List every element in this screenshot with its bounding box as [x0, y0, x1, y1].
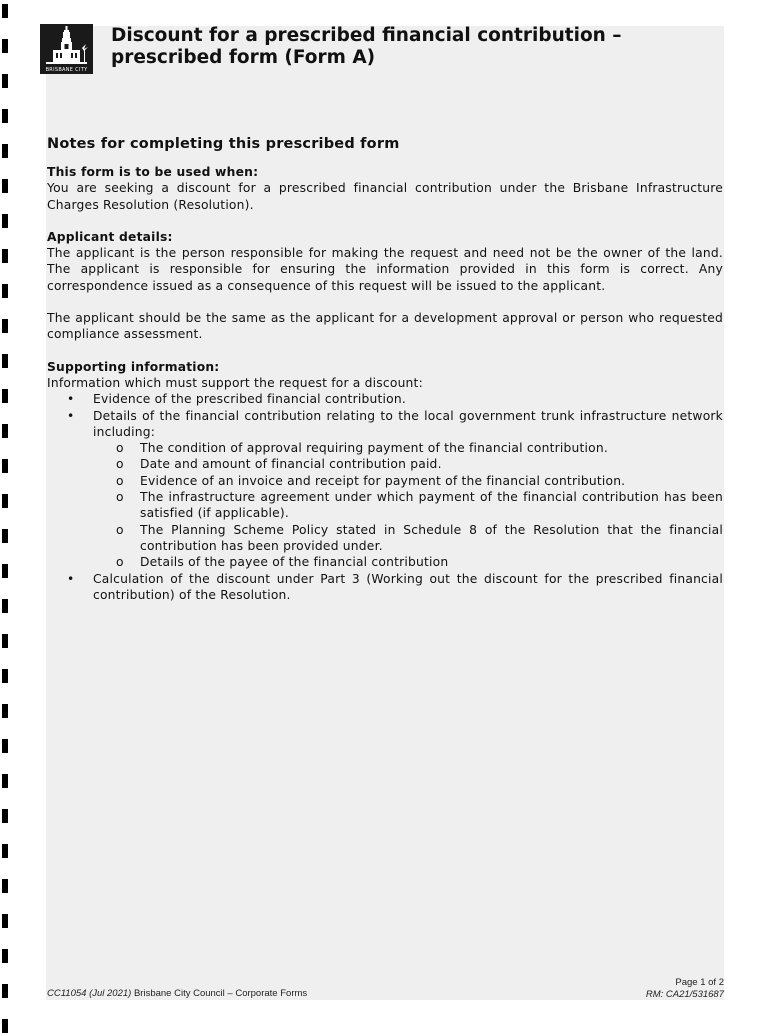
- binding-mark: [2, 4, 8, 18]
- binding-marks: [0, 0, 10, 1024]
- list-item-text: Calculation of the discount under Part 3 (Working out the discount for the prescribed financial contribution) of the Resolution.: [93, 571, 723, 602]
- binding-mark: [2, 564, 8, 578]
- binding-mark: [2, 494, 8, 508]
- sub-bullet-icon: o: [116, 522, 124, 537]
- page-number: Page 1 of 2: [675, 977, 724, 988]
- binding-mark: [2, 914, 8, 928]
- binding-mark: [2, 529, 8, 543]
- binding-mark: [2, 424, 8, 438]
- list-item: [47, 571, 723, 604]
- sub-list: [93, 440, 723, 570]
- binding-mark: [2, 319, 8, 333]
- footer-page-info: [646, 977, 724, 1000]
- sub-list-item-text: The condition of approval requiring payment of the financial contribution.: [140, 441, 608, 456]
- binding-mark: [2, 809, 8, 823]
- binding-mark: [2, 739, 8, 753]
- sub-list-item: [93, 440, 723, 456]
- notes-section: [47, 134, 723, 603]
- applicant-text-1: The applicant is the person responsible for making the request and need not be the owner of the land. The applicant is responsible for ensuring the information provided in this form is correct. Any correspondence issued as a consequence of this request will be issued to the applicant.: [47, 246, 723, 293]
- sub-bullet-icon: o: [116, 490, 124, 505]
- binding-mark: [2, 249, 8, 263]
- bullet-icon: •: [67, 408, 75, 423]
- list-item-text: Evidence of the prescribed financial contribution.: [93, 392, 406, 407]
- footer-form-reference: [47, 988, 307, 999]
- sub-bullet-icon: o: [116, 457, 124, 472]
- applicant-heading: Applicant details:: [47, 229, 173, 244]
- sub-list-item: [93, 489, 723, 522]
- footer-org: Brisbane City Council – Corporate Forms: [131, 988, 308, 999]
- binding-mark: [2, 774, 8, 788]
- sub-list-item-text: The infrastructure agreement under which payment of the financial contribution has been satisfied (if applicable).: [140, 490, 723, 521]
- binding-mark: [2, 1019, 8, 1033]
- page-title: Discount for a prescribed financial contribution – prescribed form (Form A): [111, 25, 622, 68]
- list-item: [47, 408, 723, 571]
- sub-list-item: [93, 522, 723, 555]
- sub-list-item-text: Evidence of an invoice and receipt for payment of the financial contribution.: [140, 473, 626, 488]
- notes-heading: Notes for completing this prescribed form: [47, 136, 400, 152]
- applicant-text-2: The applicant should be the same as the applicant for a development approval or person who requested compliance assessment.: [47, 311, 723, 342]
- sub-list-item-text: The Planning Scheme Policy stated in Schedule 8 of the Resolution that the financial contribution has been provided under.: [140, 522, 723, 553]
- sub-list-item-text: Date and amount of financial contribution paid.: [140, 457, 442, 472]
- binding-mark: [2, 39, 8, 53]
- list-item: [47, 391, 723, 407]
- supporting-heading: Supporting information:: [47, 359, 220, 374]
- logo-wordmark: BRISBANE CITY: [45, 67, 88, 73]
- bullet-icon: •: [67, 571, 75, 586]
- form-code: CC11054 (Jul 2021): [47, 988, 132, 999]
- binding-mark: [2, 704, 8, 718]
- sub-bullet-icon: o: [116, 441, 124, 456]
- bullet-icon: •: [67, 392, 75, 407]
- binding-mark: [2, 179, 8, 193]
- binding-mark: [2, 144, 8, 158]
- binding-mark: [2, 634, 8, 648]
- list-item-text: Details of the financial contribution relating to the local government trunk infrastructure network including:: [93, 408, 723, 439]
- brisbane-city-logo: [40, 24, 93, 74]
- sub-list-item: [93, 473, 723, 489]
- binding-mark: [2, 109, 8, 123]
- sub-bullet-icon: o: [116, 555, 124, 570]
- binding-mark: [2, 214, 8, 228]
- binding-mark: [2, 669, 8, 683]
- binding-mark: [2, 844, 8, 858]
- binding-mark: [2, 284, 8, 298]
- binding-mark: [2, 389, 8, 403]
- binding-mark: [2, 74, 8, 88]
- sub-list-item: [93, 554, 723, 570]
- binding-mark: [2, 949, 8, 963]
- record-number: RM: CA21/531687: [645, 988, 724, 1000]
- when-text: You are seeking a discount for a prescribed financial contribution under the Brisbane Infrastructure Charges Resolution (Resolution).: [47, 181, 723, 212]
- binding-mark: [2, 459, 8, 473]
- sub-list-item: [93, 456, 723, 472]
- sub-list-item-text: Details of the payee of the financial contribution: [140, 555, 449, 570]
- binding-mark: [2, 879, 8, 893]
- when-heading: This form is to be used when:: [47, 165, 259, 179]
- supporting-list: [47, 391, 723, 603]
- binding-mark: [2, 354, 8, 368]
- sub-bullet-icon: o: [116, 473, 124, 488]
- binding-mark: [2, 599, 8, 613]
- supporting-intro: Information which must support the request for a discount:: [47, 375, 423, 390]
- binding-mark: [2, 984, 8, 998]
